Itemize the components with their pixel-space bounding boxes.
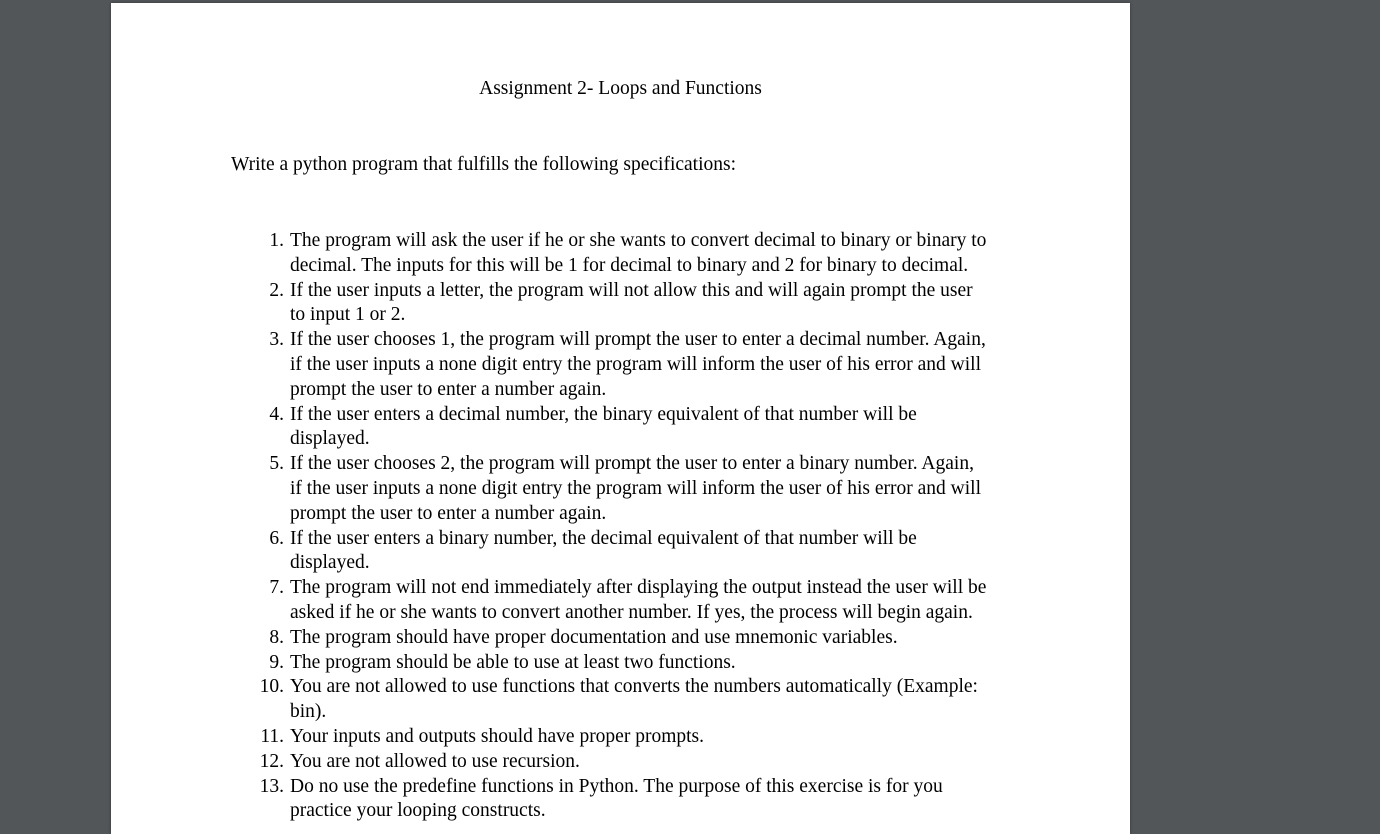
requirement-number: 11.	[260, 725, 284, 747]
requirement-item	[269, 328, 1030, 402]
requirement-number: 7.	[269, 577, 284, 599]
requirement-text-line: If the user enters a decimal number, the binary equivalent of that number will be	[290, 403, 917, 425]
requirement-number: 2.	[269, 279, 284, 301]
requirement-item	[259, 675, 1030, 725]
requirement-text-line: if the user inputs a none digit entry the program will inform the user of his error and will	[290, 477, 982, 499]
requirement-text-line: practice your looping constructs.	[290, 800, 546, 822]
requirement-text-line: Your inputs and outputs should have proper prompts.	[290, 725, 705, 747]
requirement-item	[259, 750, 1030, 775]
requirement-text-line: Do no use the predefine functions in Python. The purpose of this exercise is for you	[290, 775, 943, 797]
requirement-text-line: prompt the user to enter a number again.	[290, 502, 607, 524]
requirement-number: 3.	[269, 329, 284, 351]
requirement-item	[269, 279, 1030, 329]
requirement-text-line: displayed.	[290, 552, 370, 574]
document-page	[111, 3, 1130, 834]
requirement-number: 8.	[269, 626, 284, 648]
requirement-number: 12.	[259, 750, 284, 772]
requirement-number: 9.	[269, 651, 284, 673]
requirement-text-line: displayed.	[290, 428, 370, 450]
requirement-text-line: to input 1 or 2.	[290, 304, 406, 326]
requirement-number: 6.	[269, 527, 284, 549]
requirement-item	[269, 626, 1030, 651]
requirement-item	[269, 452, 1030, 526]
requirement-item	[260, 725, 1030, 750]
requirement-number: 1.	[269, 230, 284, 251]
requirement-text-line: asked if he or she wants to convert another number. If yes, the process will begin again.	[290, 601, 973, 623]
requirement-item	[269, 651, 1030, 676]
requirement-item	[269, 229, 1030, 279]
requirement-text-line: decimal. The inputs for this will be 1 for decimal to binary and 2 for binary to decimal.	[290, 254, 969, 276]
requirement-number: 13.	[259, 775, 284, 797]
requirement-text-line: prompt the user to enter a number again.	[290, 378, 607, 400]
requirement-text-line: If the user chooses 2, the program will prompt the user to enter a binary number. Again,	[290, 453, 974, 475]
requirement-text-line: If the user enters a binary number, the decimal equivalent of that number will be	[290, 527, 917, 549]
requirement-text-line: You are not allowed to use functions that converts the numbers automatically (Example:	[290, 676, 978, 698]
requirement-text-line: The program will not end immediately after displaying the output instead the user will be	[290, 577, 987, 599]
requirement-item	[269, 403, 1030, 453]
requirement-text-line: bin).	[290, 701, 327, 723]
requirement-item	[269, 576, 1030, 626]
requirement-number: 4.	[269, 403, 284, 425]
requirement-text-line: If the user inputs a letter, the program will not allow this and will again prompt the user	[290, 279, 973, 301]
requirement-text-line: if the user inputs a none digit entry the program will inform the user of his error and will	[290, 353, 982, 375]
requirement-text-line: If the user chooses 1, the program will prompt the user to enter a decimal number. Again,	[290, 329, 986, 351]
requirement-text-line: You are not allowed to use recursion.	[290, 750, 580, 772]
requirement-item	[259, 775, 1030, 825]
requirement-number: 5.	[269, 453, 284, 475]
requirement-text-line: The program should be able to use at least two functions.	[290, 651, 736, 673]
requirement-item	[269, 527, 1030, 577]
requirement-text-line: The program should have proper documentation and use mnemonic variables.	[290, 626, 898, 648]
requirements-list	[259, 229, 1030, 824]
document-title: Assignment 2- Loops and Functions	[479, 78, 762, 99]
requirement-text-line: The program will ask the user if he or she wants to convert decimal to binary or binary to	[290, 230, 987, 251]
intro-paragraph: Write a python program that fulfills the following specifications:	[231, 154, 737, 175]
requirement-number: 10.	[259, 676, 284, 698]
